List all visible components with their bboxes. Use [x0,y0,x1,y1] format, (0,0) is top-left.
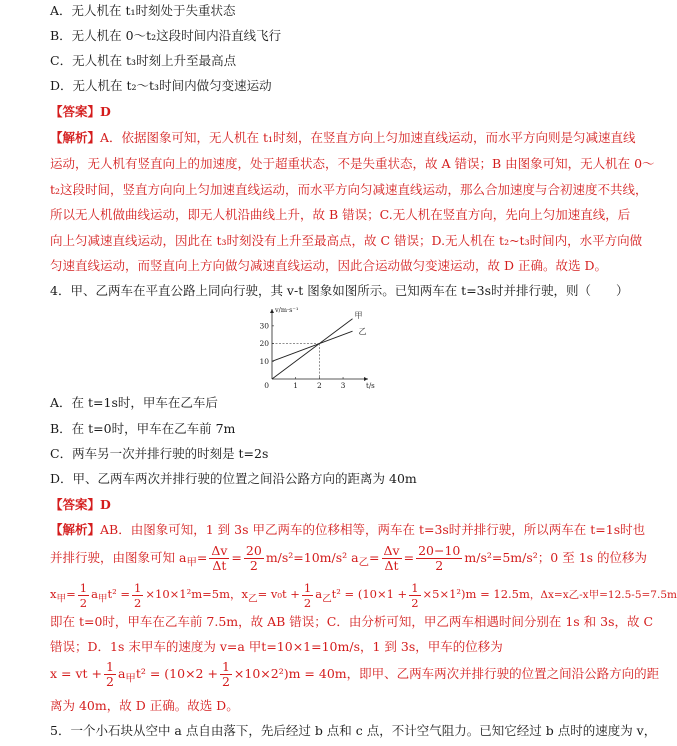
subscript: 乙 [322,593,332,605]
equals: = [369,550,380,565]
vt-chart [250,304,375,394]
y-axis-arrow [270,309,274,313]
fraction [244,544,264,573]
analysis4-l2 [50,540,648,581]
fraction [416,544,462,573]
x-axis-arrow [364,377,368,381]
analysis-label: 【解析】 [50,130,101,145]
equals: = [66,587,76,601]
equals: = [196,550,208,565]
text-segment: = v₀t + [257,587,300,601]
answer-prev [50,103,632,121]
analysis4-l1 [50,521,646,539]
text-segment: a [117,666,126,681]
numerator: Δv [211,543,228,558]
x-tick-label: 3 [340,381,346,390]
origin-label: 0 [264,381,269,390]
analysis4-l7: 离为 40m，故 D 正确。故选 D。 [50,698,239,713]
denominator: 2 [411,595,419,610]
numerator: 1 [79,580,88,595]
subscript: 甲 [97,593,108,605]
numerator: 1 [106,659,114,674]
series-line-1 [272,331,353,361]
series-label-0: 甲 [354,310,363,320]
fraction [78,581,89,610]
denominator: 2 [106,674,114,689]
numerator: Δv [383,543,400,558]
analysis-prev-l2: 运动，无人机有竖直向上的加速度，处于超重状态，不是失重状态，故 A 错误；B 由图象可知，无人机在 0～ [50,156,655,171]
y-tick-label: 10 [259,356,269,366]
text-segment: ，即甲、乙两车两次并排行驶的位置之间沿公路方向的距 [346,666,660,681]
fraction [409,581,420,610]
y-tick-label: 30 [259,321,269,331]
fraction [209,544,229,573]
analysis-text: A．依据图象可知，无人机在 t₁时刻，在竖直方向上匀加速直线运动，而水平方向则是匀减速直线 [100,130,636,145]
denominator: Δt [212,558,227,573]
answer-label: 【答案】 [50,497,101,512]
text-segment: a [91,587,98,601]
q4-option-b: B．在 t=0时，甲车在乙车前 7m [50,421,236,436]
analysis4-l3 [50,576,677,617]
denominator: 2 [435,558,444,573]
fraction [382,544,402,573]
text-segment: x [50,587,57,601]
subscript: 乙 [247,593,258,605]
text-segment: ×5×1²)m = 12.5m [422,587,530,601]
question-5: 5．一个小石块从空中 a 点自由落下，先后经过 b 点和 c 点，不计空气阻力。已知它经过 b 点时的速度为 v， [50,723,657,738]
text-segment: ，x [229,587,248,601]
answer-4 [50,496,632,514]
analysis-label: 【解析】 [50,522,101,537]
analysis-text: AB．由图象可知，1 到 3s 甲乙两车的位移相等，两车在 t=3s时并排行驶，所以两车在 t=1s时也 [100,522,646,537]
analysis-prev-l5: 向上匀减速直线运动，因此在 t₃时刻没有上升至最高点，故 C 错误；D.无人机在 t₂~t₃时间内，水平方向做 [50,233,643,248]
analysis-prev-l3: t₂这段时间，竖直方向向上匀加速直线运动，而水平方向匀减速直线运动，那么合加速度与合初速度不共线， [50,182,648,197]
q4-option-c: C．两车另一次并排行驶的时刻是 t=2s [50,446,269,461]
series-line-0 [272,319,353,379]
text-segment: ×10×2²)m = 40m [233,666,347,681]
fraction [220,660,232,689]
option-b-prev: B．无人机在 0～t₂这段时间内沿直线飞行 [50,28,282,43]
numerator: 20−10 [418,543,461,558]
denominator: Δt [384,558,399,573]
q4-option-a: A．在 t=1s时，甲车在乙车后 [50,395,218,410]
numerator: 20 [245,543,262,558]
analysis-prev-l1 [50,129,636,147]
q4-option-d: D．甲、乙两车两次并排行驶的位置之间沿公路方向的距离为 40m [50,471,417,486]
text-segment: m/s²=5m/s²；0 至 1s 的位移为 [464,550,648,565]
numerator: 1 [411,580,419,595]
answer-value: D [100,104,111,119]
analysis-prev-l4: 所以无人机做曲线运动，即无人机沿曲线上升，故 B 错误；C.无人机在竖直方向，先向上匀加速直线，后 [50,207,631,222]
denominator: 2 [249,558,258,573]
text-segment: t² = [107,587,131,601]
analysis4-l5: 错误；D．1s 末甲车的速度为 v=a 甲t=10×1=10m/s，1 到 3s，甲车的位移为 [50,639,503,654]
subscript: 乙 [358,556,370,569]
answer-label: 【答案】 [50,104,101,119]
x-tick-label: 2 [316,381,322,390]
numerator: 1 [221,659,230,674]
numerator: 1 [134,580,142,595]
equals: = [231,550,242,565]
text-segment: x = vt + [50,666,103,681]
text-segment: m/s²=10m/s² [265,550,348,565]
denominator: 2 [134,595,142,610]
text-segment: a [351,550,359,565]
text-segment: t² = (10×2 + [135,666,218,681]
y-axis-label: v/m·s⁻¹ [275,306,299,314]
text-segment: t² = (10×1 + [331,587,408,601]
subscript: 甲 [186,556,197,569]
option-a-prev: A．无人机在 t₁时刻处于失重状态 [50,3,236,18]
equals: = [403,550,415,565]
answer-value: D [100,497,111,512]
fraction [104,660,116,689]
subscript: 甲 [125,672,136,685]
x-axis-label: t/s [366,382,375,390]
question-4: 4．甲、乙两车在平直公路上同向行驶，其 v-t 图象如图所示。已知两车在 t=3s时并排行驶，则（ ） [50,283,629,298]
analysis-prev-l6: 匀速直线运动，而竖直向上方向做匀减速直线运动，因此合运动做匀变速运动，故 D 正确。故选 D。 [50,258,607,273]
denominator: 2 [79,595,88,610]
numerator: 1 [303,580,312,595]
fraction [302,581,313,610]
text-segment: a [315,587,323,601]
text-segment: ×10×1²m=5m [145,587,230,601]
option-d-prev: D．无人机在 t₂～t₃时间内做匀变速运动 [50,78,272,93]
x-tick-label: 1 [293,381,299,390]
analysis4-l6 [50,656,660,697]
text-segment: ，Δx=x乙-x甲=12.5-5=7.5m [529,589,677,601]
denominator: 2 [303,595,312,610]
subscript: 甲 [56,593,67,605]
text-segment: 并排行驶，由图象可知 a [50,550,187,565]
analysis4-l4: 即在 t=0时，甲车在乙车前 7.5m，故 AB 错误；C．由分析可知，甲乙两车相遇时间分别在 1s 和 3s，故 C [50,614,654,629]
option-c-prev: C．无人机在 t₃时刻上升至最高点 [50,53,237,68]
denominator: 2 [221,674,230,689]
fraction [132,581,143,610]
y-tick-label: 20 [259,339,269,349]
series-label-1: 乙 [358,327,367,337]
